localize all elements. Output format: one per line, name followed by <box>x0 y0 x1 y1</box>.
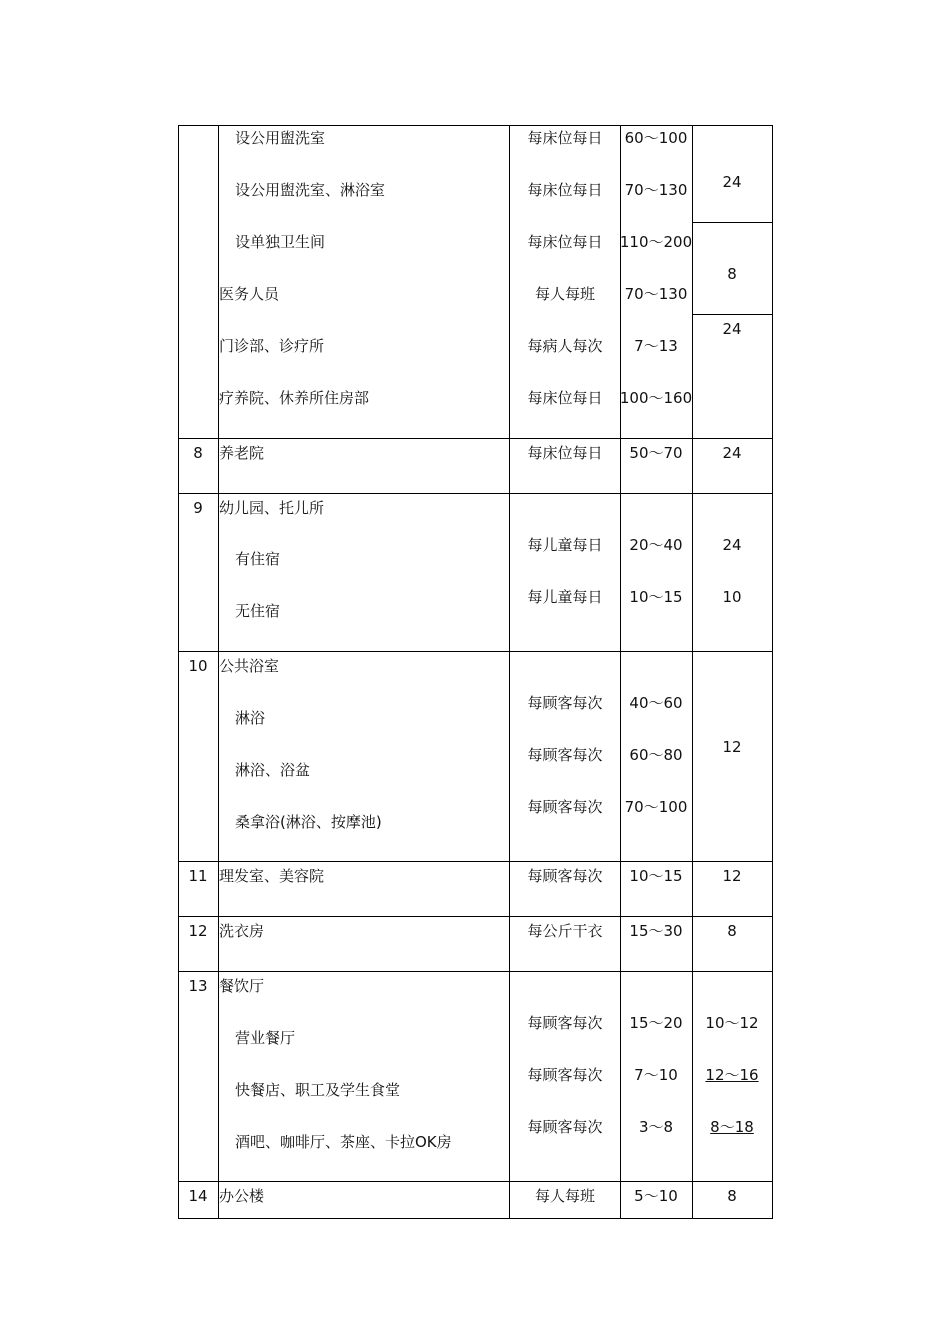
category-label: 设公用盥洗室 <box>235 129 326 147</box>
hours-cell-divider <box>692 222 773 223</box>
row-divider <box>178 651 773 652</box>
row-divider <box>178 1181 773 1182</box>
category-label: 餐饮厅 <box>219 977 265 995</box>
quota-cell: 15～30 <box>629 922 683 940</box>
category-label: 养老院 <box>219 444 265 462</box>
quota-cell: 50～70 <box>629 444 683 462</box>
unit-cell: 每顾客每次 <box>527 1014 603 1032</box>
unit-cell: 每顾客每次 <box>527 1118 603 1136</box>
category-label: 淋浴 <box>235 709 266 727</box>
water-quota-table <box>178 125 773 1219</box>
quota-cell: 7～13 <box>634 337 678 355</box>
row-divider <box>178 916 773 917</box>
table-border-right <box>772 125 773 1219</box>
hours-cell: 12 <box>722 867 742 885</box>
unit-cell: 每床位每日 <box>527 389 603 407</box>
hours-cell: 12～16 <box>705 1066 759 1084</box>
quota-cell: 10～15 <box>629 867 683 885</box>
unit-cell: 每床位每日 <box>527 233 603 251</box>
hours-cell: 8 <box>727 1187 737 1205</box>
category-label: 有住宿 <box>235 550 281 568</box>
table-border-bottom <box>178 1218 773 1219</box>
hours-cell: 24 <box>722 536 742 554</box>
row-divider <box>178 971 773 972</box>
quota-cell: 3～8 <box>638 1118 674 1136</box>
quota-cell: 60～100 <box>624 129 688 147</box>
hours-cell: 8 <box>727 265 737 283</box>
unit-cell: 每顾客每次 <box>527 746 603 764</box>
unit-cell: 每顾客每次 <box>527 694 603 712</box>
quota-cell: 60～80 <box>629 746 683 764</box>
category-label: 公共浴室 <box>219 657 280 675</box>
quota-cell: 40～60 <box>629 694 683 712</box>
category-label: 设单独卫生间 <box>235 233 326 251</box>
quota-cell: 100～160 <box>619 389 693 407</box>
quota-cell: 10～15 <box>629 588 683 606</box>
quota-cell: 70～130 <box>624 181 688 199</box>
category-label: 无住宿 <box>235 602 281 620</box>
category-label: 酒吧、咖啡厅、茶座、卡拉OK房 <box>235 1133 452 1151</box>
unit-cell: 每顾客每次 <box>527 1066 603 1084</box>
category-label: 门诊部、诊疗所 <box>219 337 325 355</box>
row-number: 10 <box>188 657 208 675</box>
category-label: 桑拿浴(淋浴、按摩池) <box>235 813 382 831</box>
hours-cell: 24 <box>722 444 742 462</box>
category-label: 洗衣房 <box>219 922 265 940</box>
category-label: 疗养院、休养所住房部 <box>219 389 370 407</box>
row-divider <box>178 861 773 862</box>
row-number: 9 <box>193 499 203 517</box>
column-divider-unit <box>620 125 621 1219</box>
hours-cell: 24 <box>722 320 742 338</box>
hours-cell: 10～12 <box>705 1014 759 1032</box>
quota-cell: 20～40 <box>629 536 683 554</box>
category-label: 设公用盥洗室、淋浴室 <box>235 181 386 199</box>
quota-cell: 5～10 <box>634 1187 678 1205</box>
unit-cell: 每人每班 <box>534 1187 596 1205</box>
column-divider-quota <box>692 125 693 1219</box>
category-label: 快餐店、职工及学生食堂 <box>235 1081 401 1099</box>
hours-cell: 10 <box>722 588 742 606</box>
quota-cell: 110～200 <box>619 233 693 251</box>
hours-cell: 24 <box>722 173 742 191</box>
hours-cell: 12 <box>722 738 742 756</box>
row-divider <box>178 438 773 439</box>
category-label: 理发室、美容院 <box>219 867 325 885</box>
unit-cell: 每床位每日 <box>527 181 603 199</box>
category-label: 医务人员 <box>219 285 280 303</box>
category-label: 办公楼 <box>219 1187 265 1205</box>
row-number: 13 <box>188 977 208 995</box>
row-number: 11 <box>188 867 208 885</box>
unit-cell: 每床位每日 <box>527 129 603 147</box>
category-label: 营业餐厅 <box>235 1029 296 1047</box>
unit-cell: 每顾客每次 <box>527 867 603 885</box>
category-label: 幼儿园、托儿所 <box>219 499 325 517</box>
row-number: 8 <box>193 444 203 462</box>
quota-cell: 7～10 <box>634 1066 678 1084</box>
row-number: 12 <box>188 922 208 940</box>
unit-cell: 每病人每次 <box>527 337 603 355</box>
table-border-top <box>178 125 773 126</box>
unit-cell: 每公斤干衣 <box>527 922 603 940</box>
quota-cell: 70～100 <box>624 798 688 816</box>
hours-cell: 8～18 <box>710 1118 754 1136</box>
table-border-left <box>178 125 179 1219</box>
quota-cell: 15～20 <box>629 1014 683 1032</box>
unit-cell: 每儿童每日 <box>527 588 603 606</box>
unit-cell: 每床位每日 <box>527 444 603 462</box>
unit-cell: 每儿童每日 <box>527 536 603 554</box>
column-divider-name <box>509 125 510 1219</box>
unit-cell: 每人每班 <box>534 285 596 303</box>
category-label: 淋浴、浴盆 <box>235 761 311 779</box>
row-number: 14 <box>188 1187 208 1205</box>
hours-cell: 8 <box>727 922 737 940</box>
hours-cell-divider <box>692 314 773 315</box>
row-divider <box>178 493 773 494</box>
unit-cell: 每顾客每次 <box>527 798 603 816</box>
quota-cell: 70～130 <box>624 285 688 303</box>
